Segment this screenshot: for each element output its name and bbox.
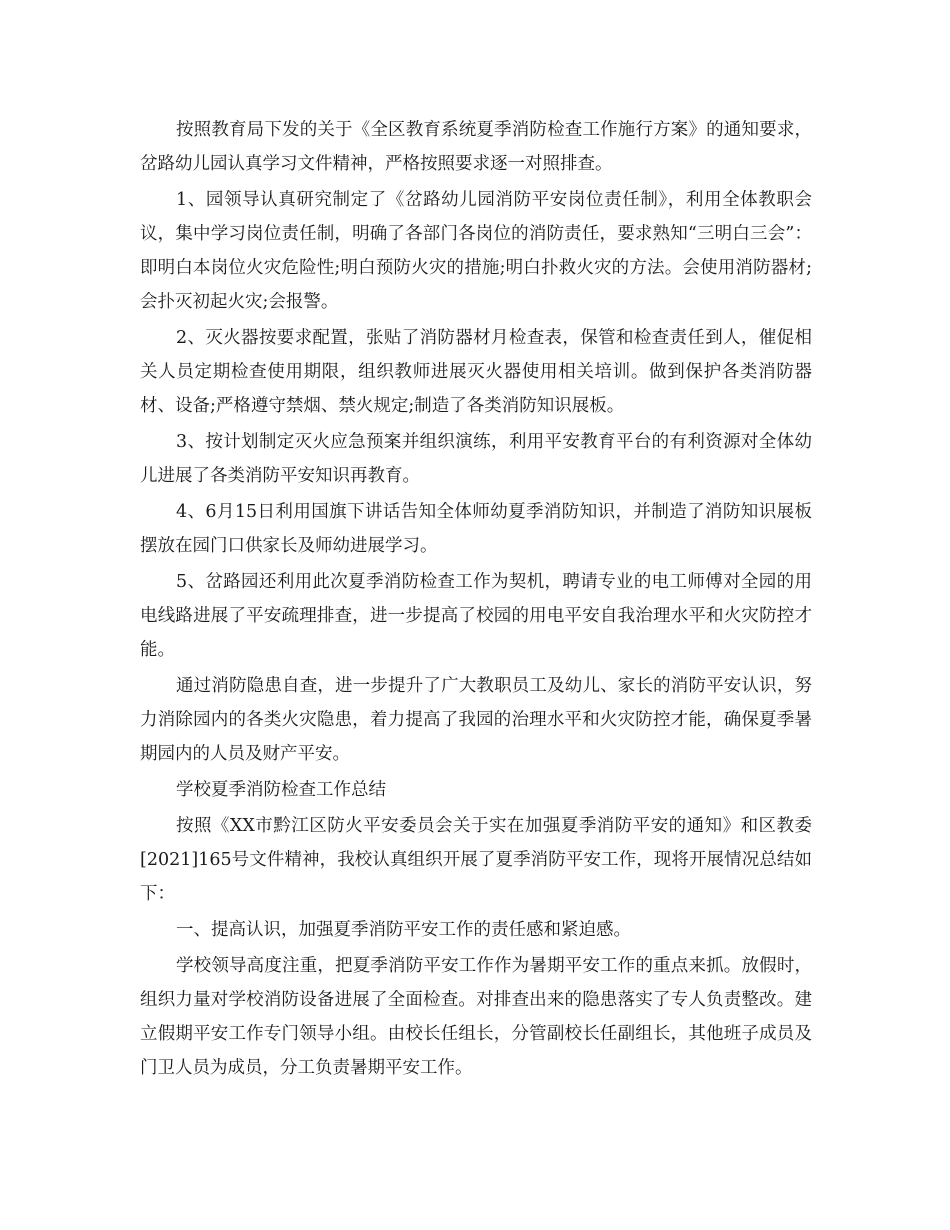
paragraph-item-4: 4、6月15日利用国旗下讲话告知全体师幼夏季消防知识，并制造了消防知识展板摆放在园门口供家长及师幼进展学习。: [140, 502, 812, 556]
paragraph-item-1: 1、园领导认真研究制定了《岔路幼儿园消防平安岗位责任制》，利用全体教职会议，集中学习岗位责任制，明确了各部门各岗位的消防责任，要求熟知“三明白三会”：即明白本岗位火灾危险性;明白预防火灾的措施;明白扑救火灾的方法。会使用消防器材;会扑灭初起火灾;会报警。: [140, 190, 812, 312]
paragraph-subheading-1: 一、提高认识，加强夏季消防平安工作的责任感和紧迫感。: [176, 920, 631, 940]
paragraph-item-5: 5、岔路园还利用此次夏季消防检查工作为契机，聘请专业的电工师傅对全园的用电线路进展了平安疏理排查，进一步提高了校园的用电平安自我治理水平和火灾防控才能。: [140, 572, 812, 660]
paragraph-section-intro: 按照《XX市黔江区防火平安委员会关于实在加强夏季消防平安的通知》和区教委[2021]165号文件精神，我校认真组织开展了夏季消防平安工作，现将开展情况总结如下：: [140, 816, 812, 904]
paragraph-intro: 按照教育局下发的关于《全区教育系统夏季消防检查工作施行方案》的通知要求，岔路幼儿园认真学习文件精神，严格按照要求逐一对照排查。: [140, 120, 812, 174]
paragraph-section-body: 学校领导高度注重，把夏季消防平安工作作为暑期平安工作的重点来抓。放假时，组织力量对学校消防设备进展了全面检查。对排查出来的隐患落实了专人负责整改。建立假期平安工作专门领导小组。由校长任组长，分管副校长任副组长，其他班子成员及门卫人员为成员，分工负责暑期平安工作。: [140, 956, 812, 1078]
paragraph-item-2: 2、灭火器按要求配置，张贴了消防器材月检查表，保管和检查责任到人，催促相关人员定期检查使用期限，组织教师进展灭火器使用相关培训。做到保护各类消防器材、设备;严格遵守禁烟、禁火规定;制造了各类消防知识展板。: [140, 328, 812, 416]
paragraph-item-3: 3、按计划制定灭火应急预案并组织演练，利用平安教育平台的有利资源对全体幼儿进展了各类消防平安知识再教育。: [140, 432, 812, 486]
section-title: 学校夏季消防检查工作总结: [176, 780, 386, 800]
paragraph-conclusion: 通过消防隐患自查，进一步提升了广大教职员工及幼儿、家长的消防平安认识，努力消除园内的各类火灾隐患，着力提高了我园的治理水平和火灾防控才能，确保夏季暑期园内的人员及财产平安。: [140, 676, 812, 764]
document-body: [140, 113, 812, 1087]
